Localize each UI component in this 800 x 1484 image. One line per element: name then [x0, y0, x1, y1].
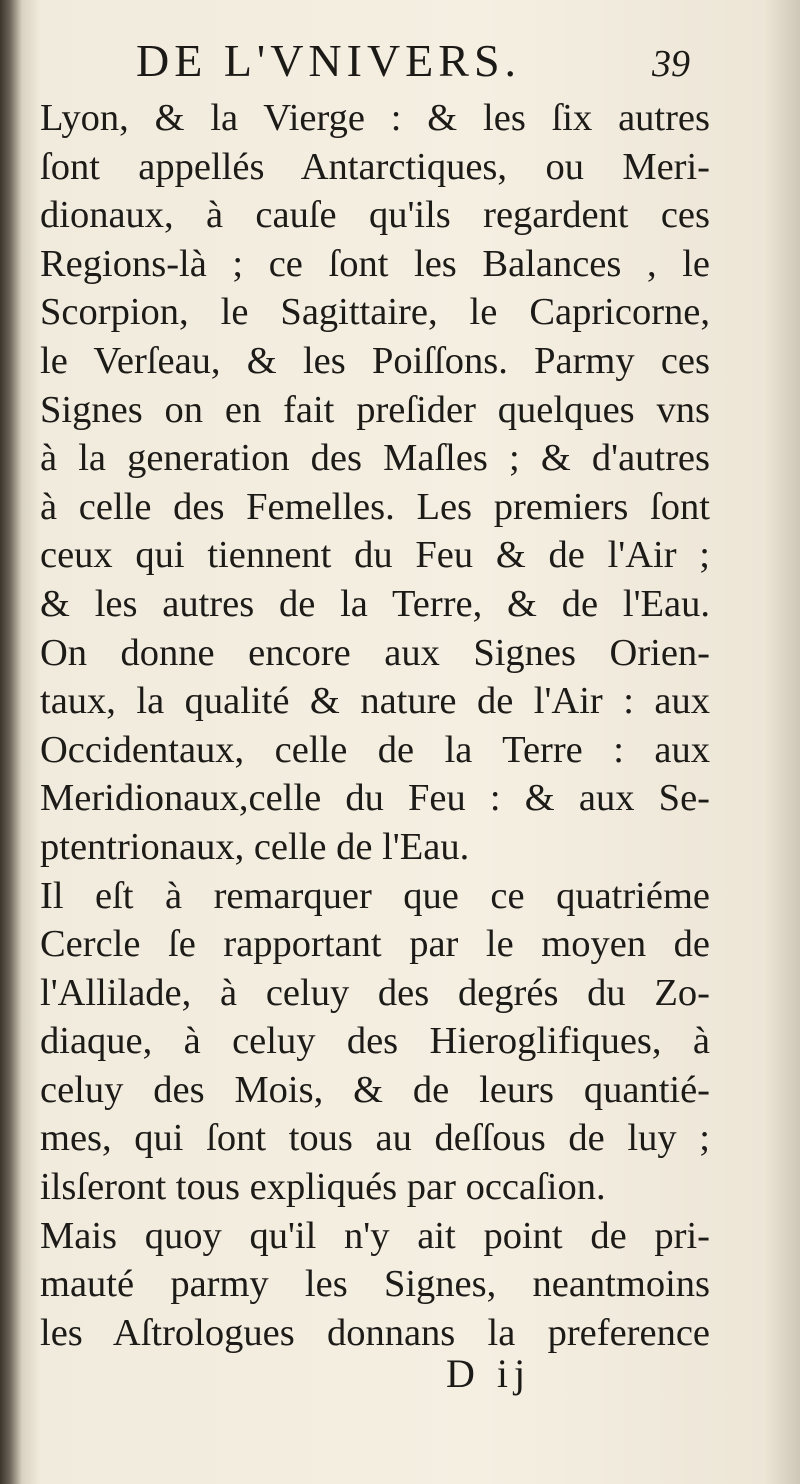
page-header	[0, 34, 800, 94]
text-line: à la generation des Maſles ; & d'autres	[40, 437, 710, 480]
text-line: Regions-là ; ce ſont les Balances , le	[40, 242, 710, 285]
text-line: Meridionaux,celle du Feu : & aux Se-	[40, 777, 710, 820]
text-line: à celle des Femelles. Les premiers ſont	[40, 485, 710, 528]
signature-mark: D ij	[446, 1351, 532, 1396]
text-line: dionaux, à cauſe qu'ils regardent ces	[40, 194, 710, 237]
text-line: Lyon, & la Vierge : & les ſix autres	[40, 97, 710, 139]
text-line: celuy des Mois, & de leurs quantié-	[40, 1068, 710, 1111]
text-line: Mais quoy qu'il n'y ait point de pri-	[40, 1214, 710, 1257]
text-line: Occidentaux, celle de la Terre : aux	[40, 728, 710, 771]
text-line: Cercle ſe rapportant par le moyen de	[40, 923, 710, 966]
text-line: ptentrionaux, celle de l'Eau.	[40, 825, 470, 868]
text-line: mes, qui ſont tous au deſſous de luy ;	[40, 1117, 710, 1160]
text-line: Scorpion, le Sagittaire, le Capricorne,	[40, 291, 710, 334]
text-line: mauté parmy les Signes, neantmoins	[40, 1263, 710, 1306]
text-line: Signes on en fait preſider quelques vns	[40, 388, 710, 431]
page-edge-shadow	[764, 0, 800, 1484]
text-line: ſont appellés Antarctiques, ou Meri-	[40, 145, 710, 188]
text-line: & les autres de la Terre, & de l'Eau.	[40, 582, 710, 625]
text-line: On donne encore aux Signes Orien-	[40, 631, 710, 674]
text-line: diaque, à celuy des Hieroglifiques, à	[40, 1020, 710, 1063]
text-line: ceux qui tiennent du Feu & de l'Air ;	[40, 534, 710, 577]
page-number: 39	[652, 43, 690, 85]
text-line: le Verſeau, & les Poiſſons. Parmy ces	[40, 339, 710, 382]
text-line: Il eſt à remarquer que ce quatriéme	[40, 874, 710, 917]
text-line: l'Allilade, à celuy des degrés du Zo-	[40, 971, 710, 1014]
text-line: les Aſtrologues donnans la preference	[40, 1311, 710, 1354]
running-title: DE L'VNIVERS.	[136, 35, 522, 86]
text-line: taux, la qualité & nature de l'Air : aux	[40, 680, 710, 723]
text-line: ilsſeront tous expliqués par occaſion.	[40, 1166, 606, 1209]
body-text	[40, 94, 710, 1357]
